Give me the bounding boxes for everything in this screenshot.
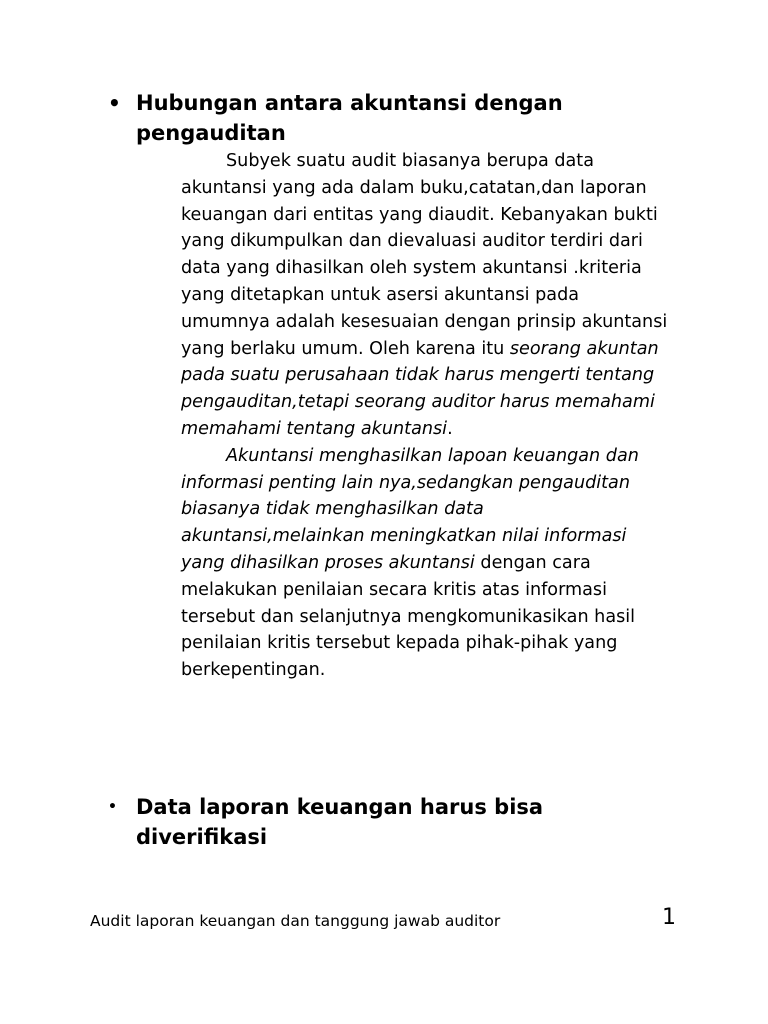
paragraph-2-italic-text: Akuntansi menghasilkan lapoan keuangan dan informasi penting lain nya,sedangkan pengauditan biasanya tidak menghasilkan data akuntansi,melainkan meningkatkan nilai informasi yang dihasilkan proses akuntansi bbox=[181, 445, 639, 573]
paragraph-1-italic-text: seorang akuntan pada suatu perusahaan tidak harus mengerti tentang pengauditan,tetapi seorang auditor harus memahami memahami tentang akuntansi bbox=[181, 338, 659, 439]
body-paragraphs bbox=[181, 148, 671, 684]
paragraph-2-text: dengan cara melakukan penilaian secara kritis atas informasi tersebut dan selanjutnya mengkomunikasikan hasil penilaian kritis tersebut kepada pihak-pihak yang berkepentingan. bbox=[181, 552, 636, 681]
bullet-icon: • bbox=[108, 799, 117, 815]
paragraph-2 bbox=[181, 443, 671, 684]
heading-text: Hubungan antara akuntansi dengan pengauditan bbox=[136, 91, 563, 145]
footer-title: Audit laporan keuangan dan tanggung jawab auditor bbox=[90, 912, 501, 930]
section-heading-1 bbox=[108, 88, 628, 148]
paragraph-1 bbox=[181, 148, 671, 443]
page-number: 1 bbox=[662, 905, 676, 930]
section-heading-2 bbox=[108, 792, 628, 852]
paragraph-1-end: . bbox=[447, 418, 453, 439]
bullet-icon: • bbox=[108, 91, 121, 115]
heading-text: Data laporan keuangan harus bisa diverifikasi bbox=[136, 795, 544, 849]
paragraph-1-text: Subyek suatu audit biasanya berupa data akuntansi yang ada dalam buku,catatan,dan laporan keuangan dari entitas yang diaudit. Kebanyakan bukti yang dikumpulkan dan dievaluasi auditor terdiri dari data yang dihasilkan oleh system akuntansi .kriteria yang ditetapkan untuk asersi akuntansi pada umumnya adalah kesesuaian dengan prinsip akuntansi yang berlaku umum. Oleh karena itu bbox=[181, 151, 668, 359]
